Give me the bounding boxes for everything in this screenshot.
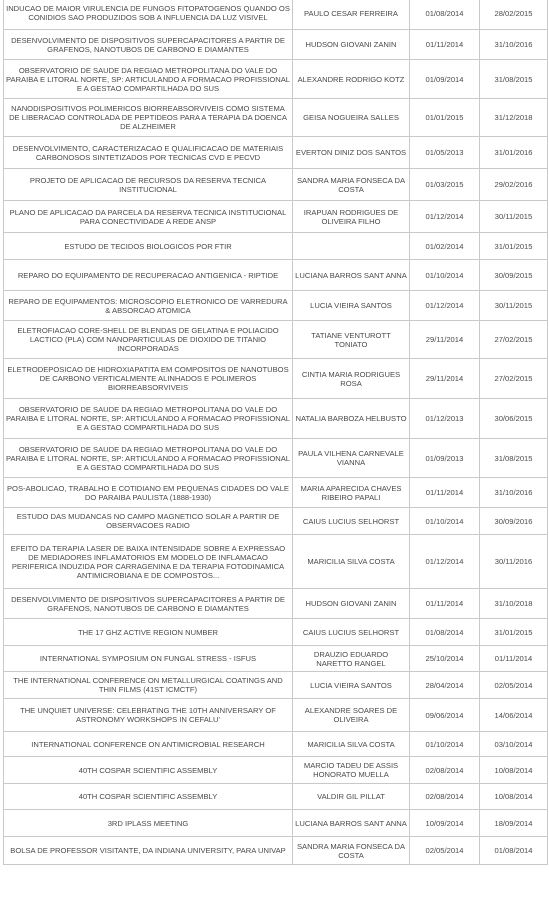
coordinator-cell: PAULO CESAR FERREIRA bbox=[293, 0, 410, 30]
end-date-cell: 30/11/2015 bbox=[480, 201, 548, 233]
coordinator-cell: MARCIO TADEU DE ASSIS HONORATO MUELLA bbox=[293, 757, 410, 784]
table-row bbox=[4, 732, 548, 757]
coordinator-cell: CAIUS LUCIUS SELHORST bbox=[293, 619, 410, 646]
project-title-cell: ELETRODEPOSICAO DE HIDROXIAPATITA EM COMPOSITOS DE NANOTUBOS DE CARBONO VERTICALMENTE ALINHADOS E POLIMEROS BIORREABSORVIVEIS bbox=[4, 359, 293, 399]
start-date-cell: 01/10/2014 bbox=[410, 260, 480, 291]
start-date-cell: 01/11/2014 bbox=[410, 589, 480, 619]
table-row bbox=[4, 0, 548, 30]
start-date-cell: 29/11/2014 bbox=[410, 321, 480, 359]
start-date-cell: 01/08/2014 bbox=[410, 619, 480, 646]
coordinator-cell: MARIA APARECIDA CHAVES RIBEIRO PAPALI bbox=[293, 478, 410, 508]
table-row bbox=[4, 478, 548, 508]
end-date-cell: 28/02/2015 bbox=[480, 0, 548, 30]
start-date-cell: 02/05/2014 bbox=[410, 837, 480, 865]
table-row bbox=[4, 784, 548, 810]
project-title-cell: PLANO DE APLICACAO DA PARCELA DA RESERVA TECNICA INSTITUCIONAL PARA CONECTIVIDADE A REDE ANSP bbox=[4, 201, 293, 233]
start-date-cell: 01/10/2014 bbox=[410, 732, 480, 757]
start-date-cell: 01/11/2014 bbox=[410, 478, 480, 508]
start-date-cell: 01/01/2015 bbox=[410, 99, 480, 137]
projects-table bbox=[3, 0, 548, 865]
coordinator-cell: CINTIA MARIA RODRIGUES ROSA bbox=[293, 359, 410, 399]
project-title-cell: ESTUDO DE TECIDOS BIOLOGICOS POR FTIR bbox=[4, 233, 293, 260]
start-date-cell: 29/11/2014 bbox=[410, 359, 480, 399]
project-title-cell: 40TH COSPAR SCIENTIFIC ASSEMBLY bbox=[4, 784, 293, 810]
project-title-cell: DESENVOLVIMENTO DE DISPOSITIVOS SUPERCAPACITORES A PARTIR DE GRAFENOS, NANOTUBOS DE CARBONO E DIAMANTES bbox=[4, 589, 293, 619]
table-row bbox=[4, 201, 548, 233]
project-title-cell: BOLSA DE PROFESSOR VISITANTE, DA INDIANA UNIVERSITY, PARA UNIVAP bbox=[4, 837, 293, 865]
project-title-cell: DESENVOLVIMENTO DE DISPOSITIVOS SUPERCAPACITORES A PARTIR DE GRAFENOS, NANOTUBOS DE CARBONO E DIAMANTES bbox=[4, 30, 293, 60]
end-date-cell: 14/06/2014 bbox=[480, 699, 548, 732]
coordinator-cell: SANDRA MARIA FONSECA DA COSTA bbox=[293, 169, 410, 201]
start-date-cell: 02/08/2014 bbox=[410, 757, 480, 784]
end-date-cell: 01/08/2014 bbox=[480, 837, 548, 865]
projects-table-container bbox=[3, 0, 547, 865]
end-date-cell: 30/06/2015 bbox=[480, 399, 548, 439]
end-date-cell: 30/09/2015 bbox=[480, 260, 548, 291]
end-date-cell: 31/08/2015 bbox=[480, 60, 548, 99]
start-date-cell: 01/05/2013 bbox=[410, 137, 480, 169]
coordinator-cell: LUCIA VIEIRA SANTOS bbox=[293, 672, 410, 699]
coordinator-cell: ALEXANDRE RODRIGO KOTZ bbox=[293, 60, 410, 99]
table-row bbox=[4, 60, 548, 99]
table-row bbox=[4, 619, 548, 646]
table-row bbox=[4, 291, 548, 321]
table-row bbox=[4, 233, 548, 260]
table-row bbox=[4, 508, 548, 535]
start-date-cell: 01/12/2014 bbox=[410, 201, 480, 233]
coordinator-cell: LUCIA VIEIRA SANTOS bbox=[293, 291, 410, 321]
project-title-cell: ELETROFIACAO CORE-SHELL DE BLENDAS DE GELATINA E POLIACIDO LACTICO (PLA) COM NANOPARTICULAS DE DIOXIDO DE TITANIO INCORPORADAS bbox=[4, 321, 293, 359]
coordinator-cell: IRAPUAN RODRIGUES DE OLIVEIRA FILHO bbox=[293, 201, 410, 233]
start-date-cell: 01/12/2014 bbox=[410, 535, 480, 589]
start-date-cell: 01/09/2013 bbox=[410, 439, 480, 478]
project-title-cell: THE UNQUIET UNIVERSE: CELEBRATING THE 10TH ANNIVERSARY OF ASTRONOMY WORKSHOPS IN CEFALU' bbox=[4, 699, 293, 732]
table-row bbox=[4, 260, 548, 291]
project-title-cell: NANODISPOSITIVOS POLIMERICOS BIORREABSORVIVEIS COMO SISTEMA DE LIBERACAO CONTROLADA DE PEPTIDEOS PARA A TERAPIA DA DOENCA DE ALZHEIMER bbox=[4, 99, 293, 137]
start-date-cell: 01/03/2015 bbox=[410, 169, 480, 201]
start-date-cell: 09/06/2014 bbox=[410, 699, 480, 732]
end-date-cell: 30/11/2015 bbox=[480, 291, 548, 321]
end-date-cell: 02/05/2014 bbox=[480, 672, 548, 699]
project-title-cell: POS-ABOLICAO, TRABALHO E COTIDIANO EM PEQUENAS CIDADES DO VALE DO PARAIBA PAULISTA (1888-1930) bbox=[4, 478, 293, 508]
end-date-cell: 31/10/2016 bbox=[480, 478, 548, 508]
end-date-cell: 31/10/2016 bbox=[480, 30, 548, 60]
coordinator-cell: LUCIANA BARROS SANT ANNA bbox=[293, 260, 410, 291]
end-date-cell: 31/01/2016 bbox=[480, 137, 548, 169]
table-row bbox=[4, 99, 548, 137]
coordinator-cell: ALEXANDRE SOARES DE OLIVEIRA bbox=[293, 699, 410, 732]
table-row bbox=[4, 321, 548, 359]
table-row bbox=[4, 672, 548, 699]
project-title-cell: REPARO DE EQUIPAMENTOS: MICROSCOPIO ELETRONICO DE VARREDURA & ABSORCAO ATOMICA bbox=[4, 291, 293, 321]
table-row bbox=[4, 699, 548, 732]
table-row bbox=[4, 589, 548, 619]
coordinator-cell: SANDRA MARIA FONSECA DA COSTA bbox=[293, 837, 410, 865]
table-row bbox=[4, 30, 548, 60]
coordinator-cell: TATIANE VENTUROTT TONIATO bbox=[293, 321, 410, 359]
coordinator-cell: LUCIANA BARROS SANT ANNA bbox=[293, 810, 410, 837]
start-date-cell: 01/08/2014 bbox=[410, 0, 480, 30]
coordinator-cell: CAIUS LUCIUS SELHORST bbox=[293, 508, 410, 535]
project-title-cell: INTERNATIONAL CONFERENCE ON ANTIMICROBIAL RESEARCH bbox=[4, 732, 293, 757]
project-title-cell: THE INTERNATIONAL CONFERENCE ON METALLURGICAL COATINGS AND THIN FILMS (41ST ICMCTF) bbox=[4, 672, 293, 699]
start-date-cell: 01/12/2014 bbox=[410, 291, 480, 321]
coordinator-cell: GEISA NOGUEIRA SALLES bbox=[293, 99, 410, 137]
end-date-cell: 10/08/2014 bbox=[480, 784, 548, 810]
start-date-cell: 01/12/2013 bbox=[410, 399, 480, 439]
coordinator-cell: VALDIR GIL PILLAT bbox=[293, 784, 410, 810]
project-title-cell: PROJETO DE APLICACAO DE RECURSOS DA RESERVA TECNICA INSTITUCIONAL bbox=[4, 169, 293, 201]
project-title-cell: REPARO DO EQUIPAMENTO DE RECUPERACAO ANTIGENICA - RIPTIDE bbox=[4, 260, 293, 291]
table-row bbox=[4, 535, 548, 589]
start-date-cell: 28/04/2014 bbox=[410, 672, 480, 699]
start-date-cell: 01/10/2014 bbox=[410, 508, 480, 535]
end-date-cell: 31/08/2015 bbox=[480, 439, 548, 478]
coordinator-cell bbox=[293, 233, 410, 260]
end-date-cell: 31/10/2018 bbox=[480, 589, 548, 619]
table-row bbox=[4, 810, 548, 837]
end-date-cell: 31/12/2018 bbox=[480, 99, 548, 137]
project-title-cell: THE 17 GHZ ACTIVE REGION NUMBER bbox=[4, 619, 293, 646]
project-title-cell: EFEITO DA TERAPIA LASER DE BAIXA INTENSIDADE SOBRE A EXPRESSAO DE MEDIADORES INFLAMATORIOS EM MODELO DE INFLAMACAO PERIFERICA INDUZIDA POR CARRAGENINA E DA TERAPIA FOTODINAMICA ANTIMICROBIANA E DE COMPOSTOS... bbox=[4, 535, 293, 589]
start-date-cell: 01/02/2014 bbox=[410, 233, 480, 260]
table-row bbox=[4, 646, 548, 672]
project-title-cell: OBSERVATORIO DE SAUDE DA REGIAO METROPOLITANA DO VALE DO PARAIBA E LITORAL NORTE, SP: ARTICULANDO A FORMACAO PROFISSIONAL E A GESTAO COMPARTILHADA DO SUS bbox=[4, 399, 293, 439]
start-date-cell: 01/09/2014 bbox=[410, 60, 480, 99]
end-date-cell: 27/02/2015 bbox=[480, 321, 548, 359]
project-title-cell: INTERNATIONAL SYMPOSIUM ON FUNGAL STRESS - ISFUS bbox=[4, 646, 293, 672]
table-row bbox=[4, 169, 548, 201]
coordinator-cell: HUDSON GIOVANI ZANIN bbox=[293, 589, 410, 619]
project-title-cell: OBSERVATORIO DE SAUDE DA REGIAO METROPOLITANA DO VALE DO PARAIBA E LITORAL NORTE, SP: ARTICULANDO A FORMACAO PROFISSIONAL E A GESTAO COMPARTILHADA DO SUS bbox=[4, 439, 293, 478]
end-date-cell: 31/01/2015 bbox=[480, 233, 548, 260]
project-title-cell: 3RD IPLASS MEETING bbox=[4, 810, 293, 837]
start-date-cell: 25/10/2014 bbox=[410, 646, 480, 672]
project-title-cell: DESENVOLVIMENTO, CARACTERIZACAO E QUALIFICACAO DE MATERIAIS CARBONOSOS SINTETIZADOS POR TECNICAS CVD E PECVD bbox=[4, 137, 293, 169]
project-title-cell: 40TH COSPAR SCIENTIFIC ASSEMBLY bbox=[4, 757, 293, 784]
start-date-cell: 10/09/2014 bbox=[410, 810, 480, 837]
end-date-cell: 03/10/2014 bbox=[480, 732, 548, 757]
end-date-cell: 27/02/2015 bbox=[480, 359, 548, 399]
end-date-cell: 30/11/2016 bbox=[480, 535, 548, 589]
coordinator-cell: NATALIA BARBOZA HELBUSTO bbox=[293, 399, 410, 439]
end-date-cell: 29/02/2016 bbox=[480, 169, 548, 201]
table-row bbox=[4, 399, 548, 439]
end-date-cell: 18/09/2014 bbox=[480, 810, 548, 837]
start-date-cell: 01/11/2014 bbox=[410, 30, 480, 60]
coordinator-cell: DRAUZIO EDUARDO NARETTO RANGEL bbox=[293, 646, 410, 672]
coordinator-cell: EVERTON DINIZ DOS SANTOS bbox=[293, 137, 410, 169]
coordinator-cell: HUDSON GIOVANI ZANIN bbox=[293, 30, 410, 60]
coordinator-cell: MARICILIA SILVA COSTA bbox=[293, 535, 410, 589]
start-date-cell: 02/08/2014 bbox=[410, 784, 480, 810]
coordinator-cell: PAULA VILHENA CARNEVALE VIANNA bbox=[293, 439, 410, 478]
project-title-cell: OBSERVATORIO DE SAUDE DA REGIAO METROPOLITANA DO VALE DO PARAIBA E LITORAL NORTE, SP: ARTICULANDO A FORMACAO PROFISSIONAL E A GESTAO COMPARTILHADA DO SUS bbox=[4, 60, 293, 99]
end-date-cell: 01/11/2014 bbox=[480, 646, 548, 672]
project-title-cell: INDUCAO DE MAIOR VIRULENCIA DE FUNGOS FITOPATOGENOS QUANDO OS CONIDIOS SAO PRODUZIDOS SOB A INFLUENCIA DA LUZ VISIVEL bbox=[4, 0, 293, 30]
end-date-cell: 30/09/2016 bbox=[480, 508, 548, 535]
end-date-cell: 31/01/2015 bbox=[480, 619, 548, 646]
projects-table-body bbox=[4, 0, 548, 865]
coordinator-cell: MARICILIA SILVA COSTA bbox=[293, 732, 410, 757]
table-row bbox=[4, 137, 548, 169]
table-row bbox=[4, 439, 548, 478]
table-row bbox=[4, 757, 548, 784]
end-date-cell: 10/08/2014 bbox=[480, 757, 548, 784]
project-title-cell: ESTUDO DAS MUDANCAS NO CAMPO MAGNETICO SOLAR A PARTIR DE OBSERVACOES RADIO bbox=[4, 508, 293, 535]
table-row bbox=[4, 837, 548, 865]
table-row bbox=[4, 359, 548, 399]
